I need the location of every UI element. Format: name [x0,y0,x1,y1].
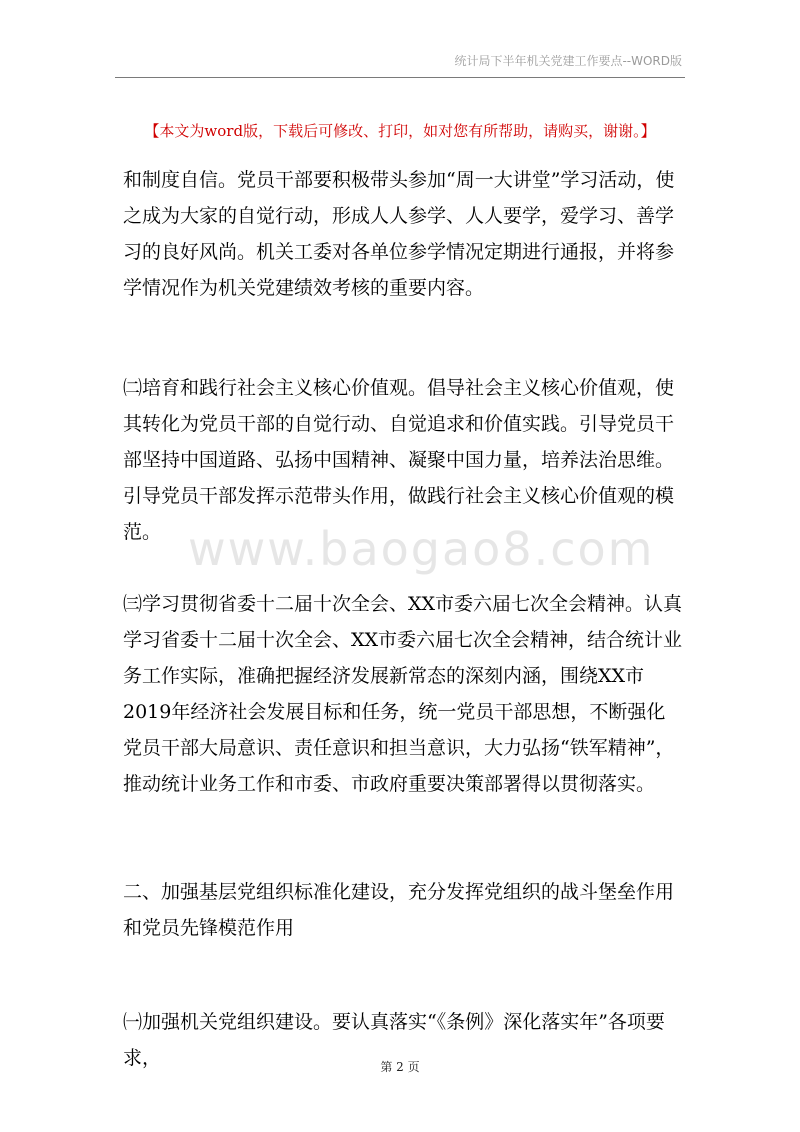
purchase-notice: 【本文为word版，下载后可修改、打印，如对您有所帮助，请购买，谢谢。】 [144,122,656,140]
page-number: 第 2 页 [380,1060,420,1074]
section-heading-2: 二、加强基层党组织标准化建设，充分发挥党组织的战斗堡垒作用和党员先锋模范作用 [123,881,675,939]
header-divider [115,77,685,78]
paragraph-3: ㈢学习贯彻省委十二届十次全会、XX市委六届七次全会精神。认真学习省委十二届十次全会、XX市委六届七次全会精神，结合统计业务工作实际，准确把握经济发展新常态的深刻内涵，围绕XX市2019年经济社会发展目标和任务，统一党员干部思想，不断强化党员干部大局意识、责任意识和担当意识，大力弘扬“铁军精神”，推动统计业务工作和市委、市政府重要决策部署得以贯彻落实。 [123,593,683,795]
paragraph-1: 和制度自信。党员干部要积极带头参加“周一大讲堂”学习活动，使之成为大家的自觉行动，形成人人参学、人人要学，爱学习、善学习的良好风尚。机关工委对各单位参学情况定期进行通报，并将参学情况作为机关党建绩效考核的重要内容。 [123,169,675,299]
running-header-title: 统计局下半年机关党建工作要点--WORD版 [454,54,682,68]
paragraph-4: ㈠加强机关党组织建设。要认真落实“《条例》深化落实年”各项要求， [123,1011,665,1069]
paragraph-2: ㈡培育和践行社会主义核心价值观。倡导社会主义核心价值观，使其转化为党员干部的自觉行动、自觉追求和价值实践。引导党员干部坚持中国道路、弘扬中国精神、凝聚中国力量，培养法治思维。引导党员干部发挥示范带头作用，做践行社会主义核心价值观的模范。 [123,377,675,543]
watermark-text: www.baogao8.com [188,522,655,576]
